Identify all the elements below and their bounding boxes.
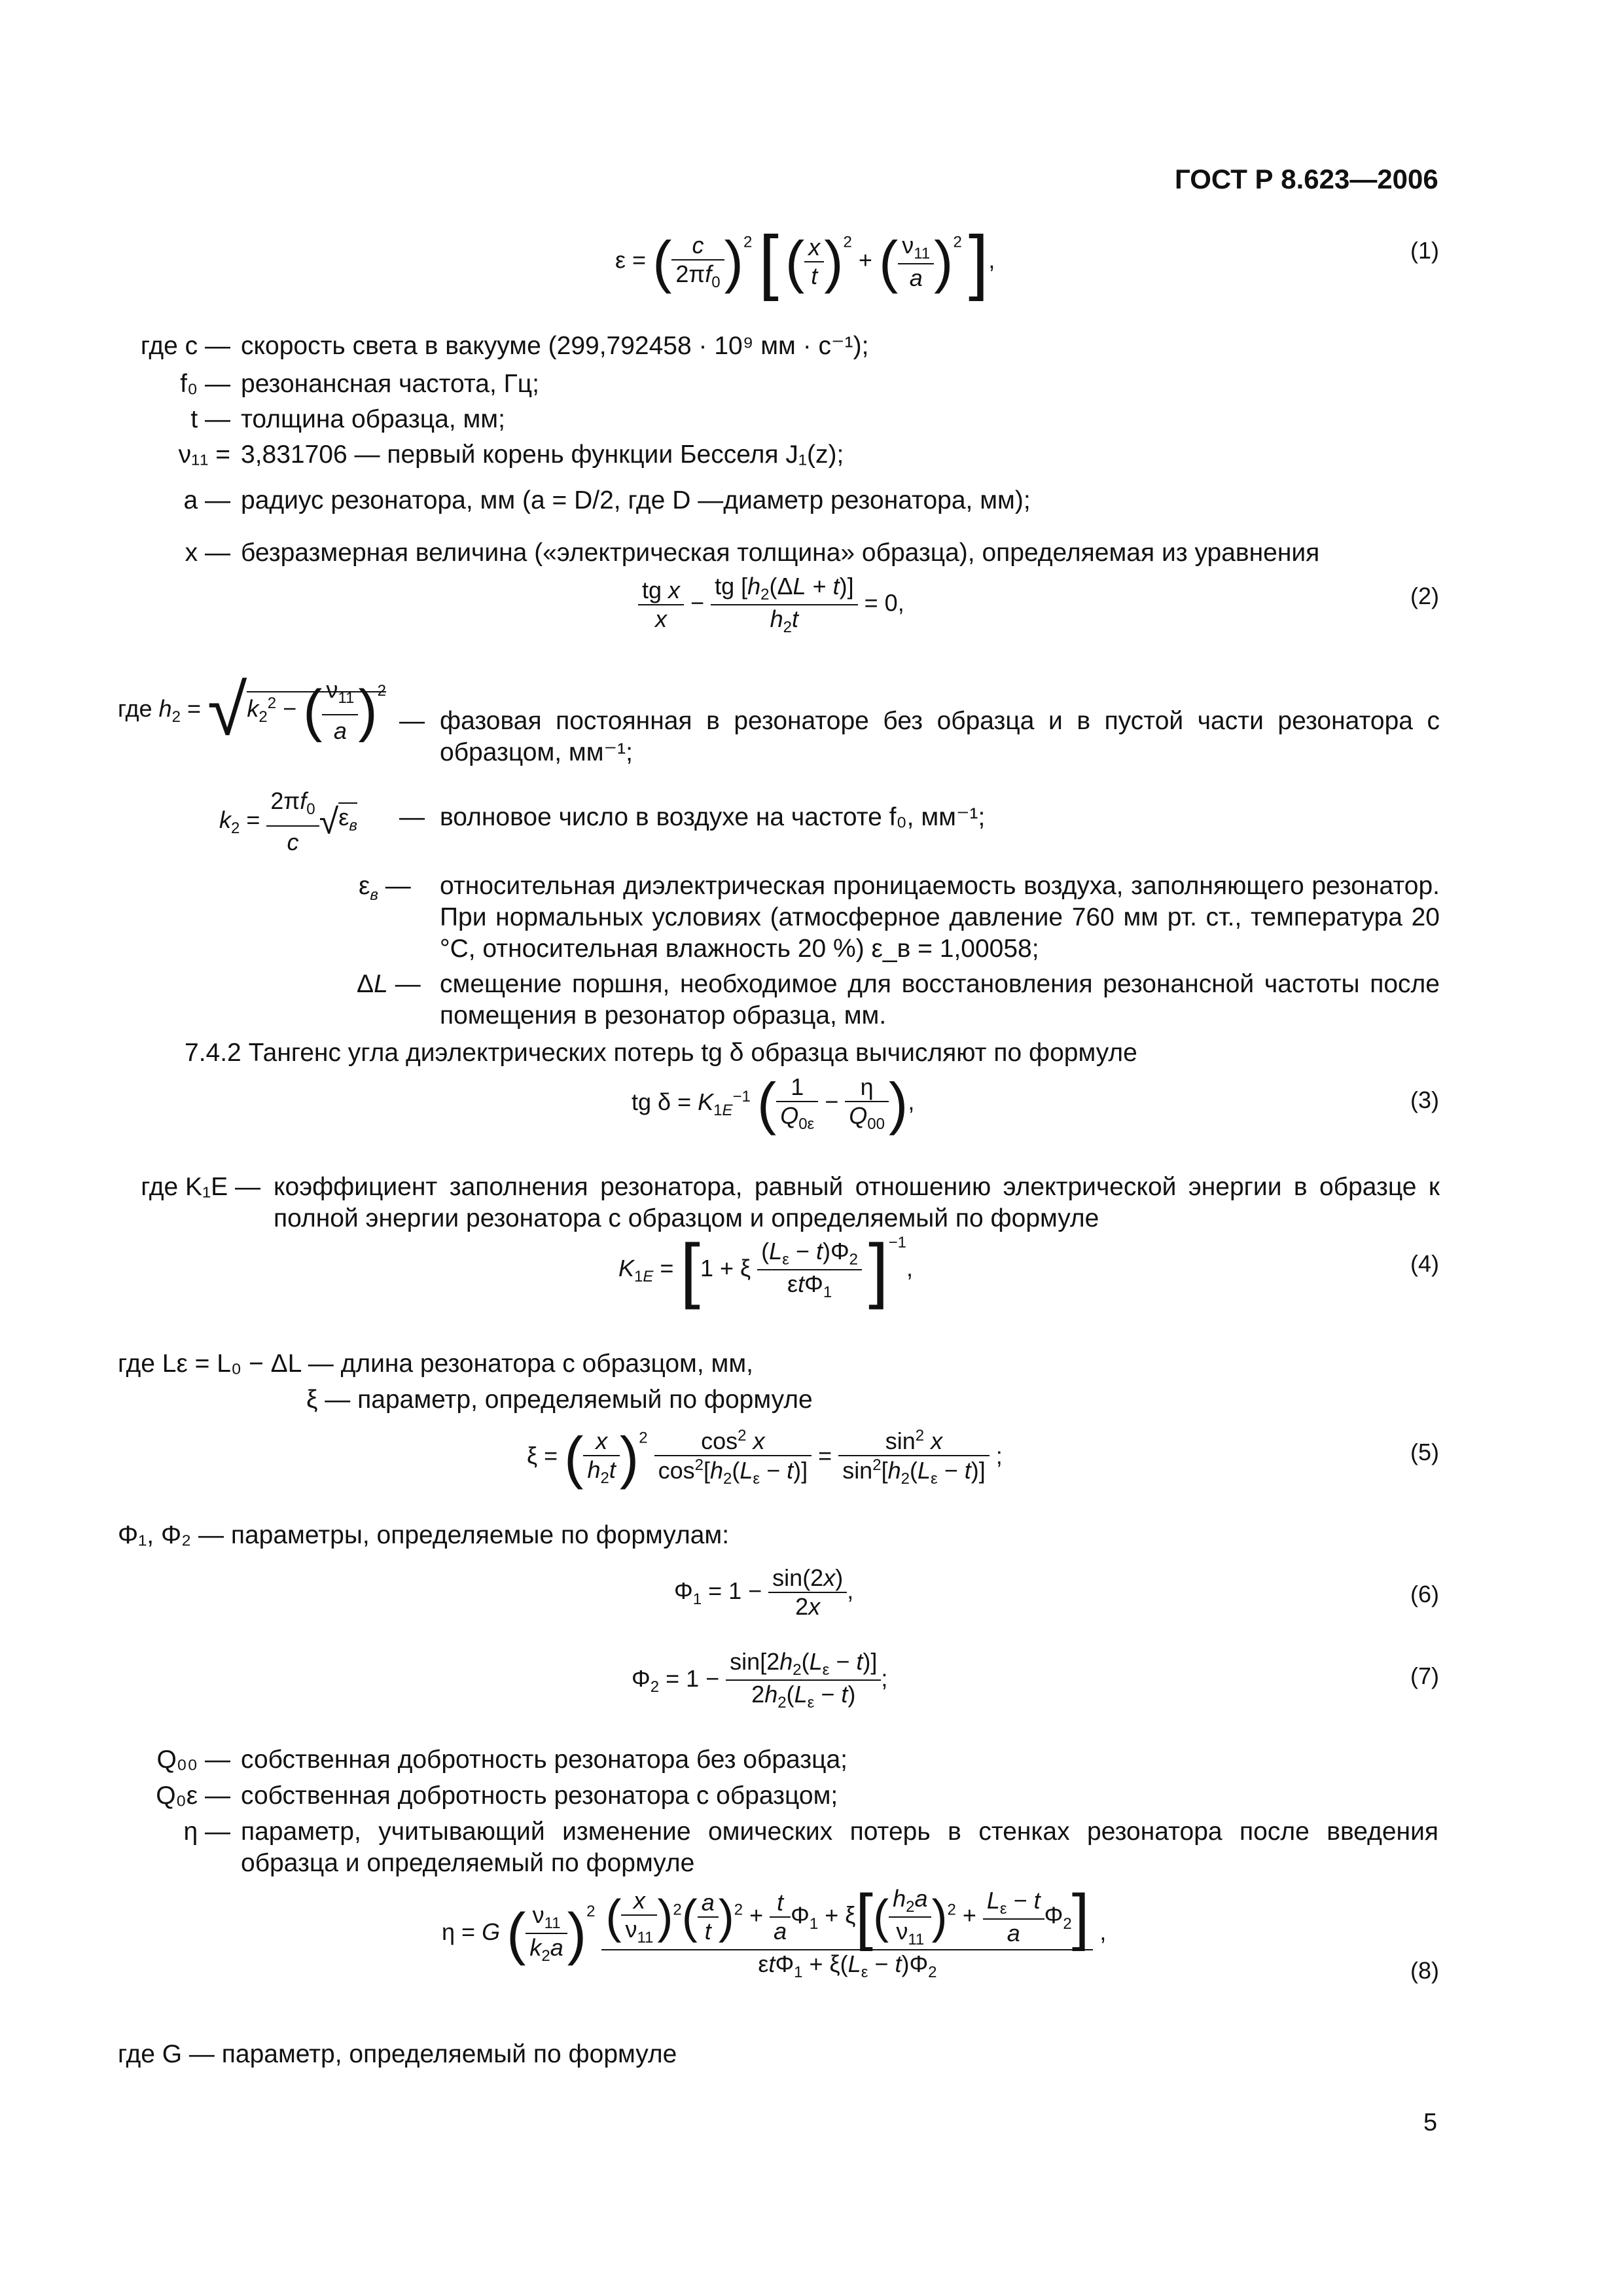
def-text: фазовая постоянная в резонаторе без образца и в пустой части резонатора с образцом, мм⁻¹;	[440, 707, 1440, 766]
def-label: t —	[190, 405, 230, 433]
equation-3: tg $\delta = K_{1E}^{-1}$ ( $\frac{1}{Q_{0\varepsilon}}$ − $\frac{\eta}{Q_{00}}$ ),	[632, 1071, 915, 1136]
def-label: ΔL —	[357, 970, 421, 998]
def-label: Q₀ε —	[156, 1782, 230, 1810]
def-text: волновое число в воздухе на частоте f₀, мм⁻¹;	[440, 803, 986, 831]
equation-2: $\frac{\text{tg x}}{x}$ − $\frac{tg [h_2(\Delta L + t)]}{h_2t}$ = 0,	[638, 573, 904, 637]
def-label: ν₁₁ =	[178, 440, 230, 469]
def-text: смещение поршня, необходимое для восстановления резонансной частоты после помещения в резонатор образца, мм.	[440, 970, 1440, 1030]
equation-number: (7)	[1410, 1662, 1439, 1689]
dash: —	[399, 707, 425, 735]
equation-number: (3)	[1410, 1086, 1439, 1113]
def-label: $\varepsilon_в$ —	[359, 872, 411, 904]
def-text: коэффициент заполнения резонатора, равный отношению электрической энергии в образце к полной энергии резонатора с образцом и определяемый по формуле	[274, 1173, 1440, 1232]
equation-1: ε = ( $\frac{c}{2\pi f_0}$ )$^2$ [ ( $\frac{x}{t}$ )$^2$ + ( $\frac{\nu_{11}}{a}$ )$^2$ ],	[615, 221, 995, 302]
def-text: резонансная частота, Гц;	[241, 370, 539, 398]
equation-number: (8)	[1410, 1957, 1439, 1984]
def-text: скорость света в вакууме (299,792458 · 10⁹ мм · с⁻¹);	[241, 332, 869, 360]
def-label: a —	[183, 486, 230, 514]
g-definition: где G — параметр, определяемый по формуле	[118, 2040, 677, 2068]
equation-number: (6)	[1410, 1581, 1439, 1607]
def-text: радиус резонатора, мм (a = D/2, где D —диаметр резонатора, мм);	[241, 486, 1031, 514]
equation-number: (4)	[1410, 1250, 1439, 1277]
def-label: где K₁E —	[141, 1173, 260, 1201]
eq4-def-length: где Lε = L₀ − ΔL — длина резонатора с образцом, мм,	[118, 1350, 754, 1378]
def-text: толщина образца, мм;	[241, 405, 505, 433]
equation-5: ξ = ( $\frac{x}{h_2t}$ )$^2$ $\frac{\cos^2 x}{\cos^2[h_2(L_\varepsilon - t)]}$ = $\frac{\sin^2 x}{\sin^2[h_2(L_\varepsilon - t)]}$ ;	[527, 1425, 1003, 1490]
def-text: собственная добротность резонатора с образцом;	[241, 1782, 838, 1810]
dash: —	[399, 803, 425, 831]
def-text: 3,831706 — первый корень функции Бесселя J₁(z);	[241, 440, 844, 469]
equation-6: $\Phi_1 = 1$ − $\frac{\sin(2x)}{2x}$ ,	[674, 1564, 854, 1620]
eq4-def-xi: ξ — параметр, определяемый по формуле	[306, 1386, 813, 1414]
def-text: безразмерная величина («электрическая толщина» образца), определяемая из уравнения	[241, 539, 1320, 567]
equation-8: η = G ( $\frac{\nu_{11}}{k_2a}$ )$^2$ ( $\frac{x}{\nu_{11}}$ )$^2$( $\frac{a}{t}$ )$^2$ + $\frac{t}{a}$ $\Phi_1 + \xi$[( $\frac{h_2a}{\nu_{11}}$ )$^2$ + $\frac{L_\varepsilon - t}{a}$ $\Phi_2$] $\varepsilon t\Phi_1 + \xi(L_\varepsilon - t)\Phi_2$ ,	[442, 1882, 1107, 1982]
def-text: относительная диэлектрическая проницаемость воздуха, заполняющего резонатор. При нормальных условиях (атмосферное давление 760 мм рт. ст., температура 20 °С, относительная влажность 20 %) ε_в = 1,00058;	[440, 872, 1440, 963]
equation-4: $K_{1E} = [1 + \xi$ $\frac{(L_\varepsilon - t)\Phi_2}{\varepsilon t\Phi_1}$ ]$^{-1}$,	[618, 1229, 913, 1310]
def-text: собственная добротность резонатора без образца;	[241, 1746, 848, 1774]
def-label: Q₀₀ —	[156, 1746, 230, 1774]
h2-formula: где $h_2 = √k_2^2$ − ( $\frac{\nu_{11}}{a}$ )$^2$	[118, 670, 386, 751]
equation-number: (1)	[1410, 237, 1439, 264]
equation-number: (5)	[1410, 1439, 1439, 1465]
def-label: x —	[185, 539, 230, 567]
def-label: где c —	[140, 332, 230, 360]
phi-intro: Φ₁, Φ₂ — параметры, определяемые по формулам:	[118, 1521, 730, 1549]
section-7-4-2: 7.4.2 Тангенс угла диэлектрических потерь tg δ образца вычисляют по формуле	[185, 1039, 1137, 1067]
equation-7: $\Phi_2 = 1$ − $\frac{\sin[2h_2(L_\varepsilon - t)]}{2h_2(L_\varepsilon - t)}$ ;	[632, 1648, 888, 1712]
document-id: ГОСТ Р 8.623—2006	[1175, 164, 1438, 194]
k2-formula: $k_2$ = $\frac{2\pi f_0}{c}$ $√\varepsilon_в$	[219, 785, 357, 858]
def-label: η —	[183, 1818, 230, 1846]
equation-number: (2)	[1410, 583, 1439, 609]
def-text: параметр, учитывающий изменение омических потерь в стенках резонатора после введения образца и определяемый по формуле	[241, 1818, 1438, 1877]
def-label: f₀ —	[180, 370, 230, 398]
page-number: 5	[1423, 2109, 1438, 2136]
